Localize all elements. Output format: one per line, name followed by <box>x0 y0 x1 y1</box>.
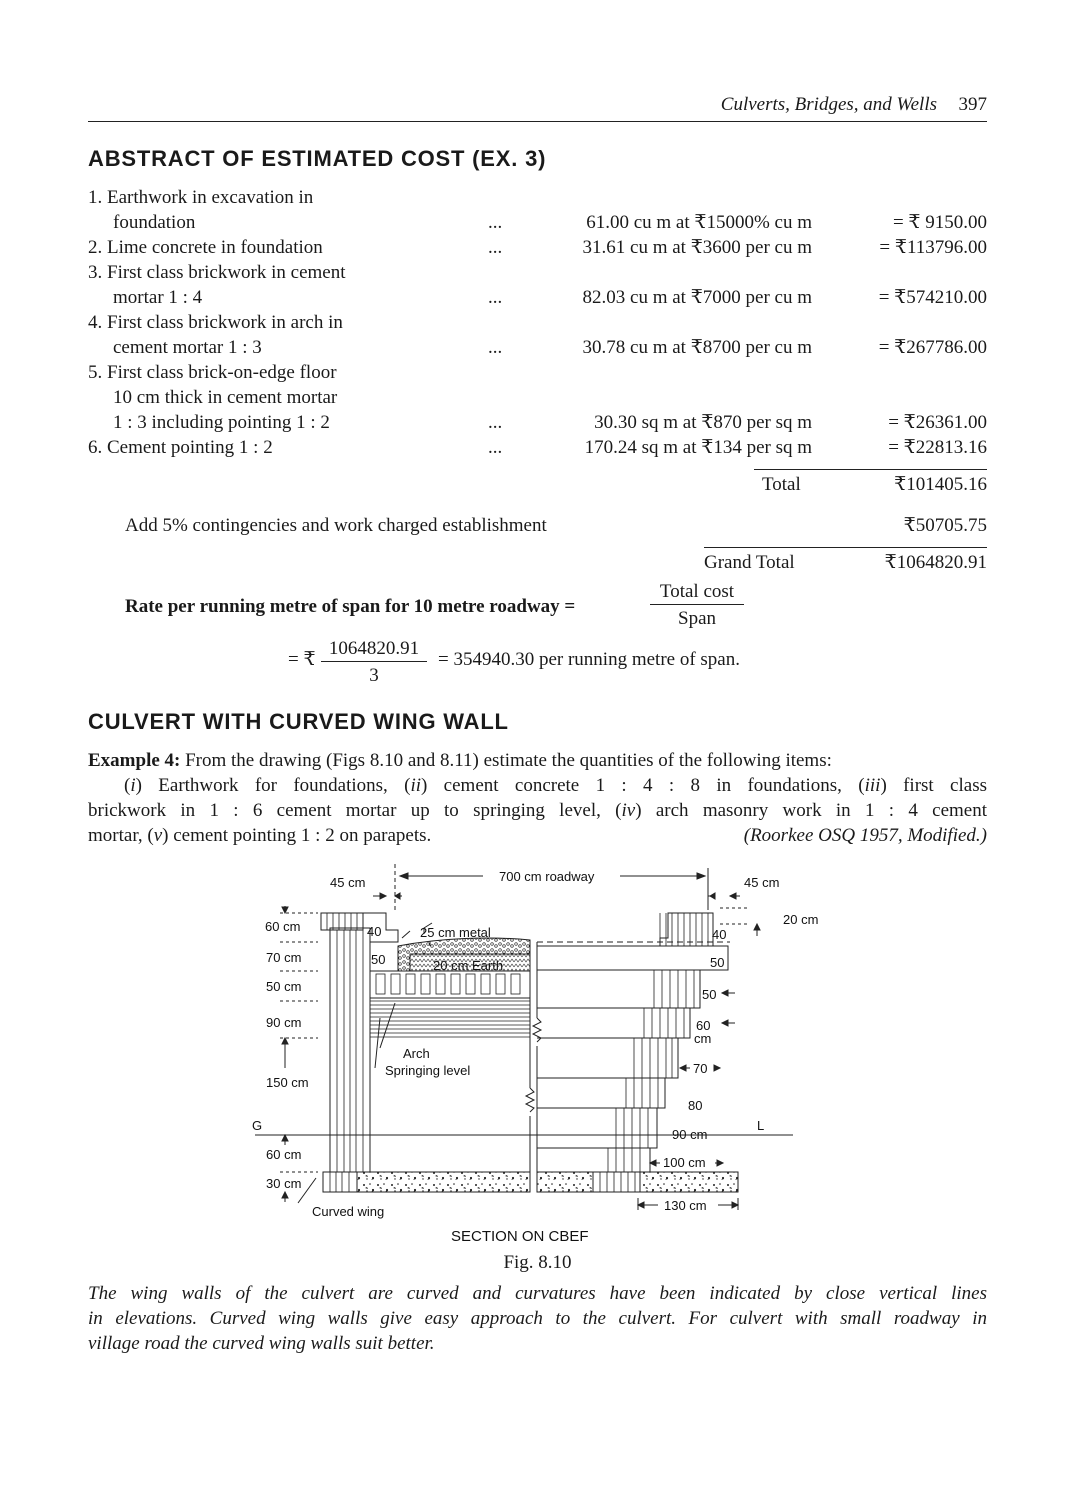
fig-label-r50a: 50 <box>710 955 725 970</box>
item-4-calc: 30.78 cu m at ₹8700 per cu m <box>582 337 812 358</box>
fig-label-arch: Arch <box>403 1046 430 1061</box>
closing-note-line-2: in elevations. Curved wing walls give easy approach to the culvert. For culvert with small roadway in <box>88 1308 987 1329</box>
item-4-dots: ... <box>488 337 503 358</box>
example-line-3: brickwork in 1 : 6 cement mortar up to springing level, (iv) arch masonry work in 1 : 4 cement <box>88 800 987 821</box>
rate-denominator: Span <box>678 608 716 629</box>
item-1-line2: foundation <box>113 212 196 233</box>
item-3-amount: = ₹574210.00 <box>878 287 987 308</box>
fig-label-r130: 130 cm <box>664 1198 707 1213</box>
fig-label-h70: 70 cm <box>266 950 302 965</box>
total-label: Total <box>762 474 801 495</box>
result-numerator: 1064820.91 <box>321 636 427 662</box>
item-3-calc: 82.03 cu m at ₹7000 per cu m <box>582 287 812 308</box>
item-5-amount: = ₹26361.00 <box>888 412 987 433</box>
example-line-4: mortar, (v) cement pointing 1 : 2 on parapets. (Roorkee OSQ 1957, Modified.) <box>88 825 987 846</box>
fig-label-r60-unit: cm <box>694 1031 712 1046</box>
item-5-line2: 10 cm thick in cement mortar <box>113 387 338 408</box>
fig-label-r70: 70 <box>693 1061 708 1076</box>
fig-label-curved-wing: Curved wing <box>312 1204 385 1219</box>
figure-caption: Fig. 8.10 <box>503 1252 572 1273</box>
item-1-line1: 1. Earthwork in excavation in <box>88 187 314 208</box>
fig-label-left-45: 45 cm <box>330 875 366 890</box>
fig-label-h60: 60 cm <box>265 919 301 934</box>
item-5-calc: 30.30 sq m at ₹870 per sq m <box>594 412 812 433</box>
fig-label-springing: Springing level <box>385 1063 471 1078</box>
grand-total-label: Grand Total <box>704 552 795 573</box>
contingency-value: ₹50705.75 <box>903 515 987 536</box>
closing-note-line-3: village road the curved wing walls suit better. <box>88 1333 435 1354</box>
total-rule <box>754 469 987 470</box>
fig-label-roadway: 700 cm roadway <box>499 869 595 884</box>
fig-label-L: L <box>757 1118 765 1133</box>
item-2-dots: ... <box>488 237 503 258</box>
item-5-line1: 5. First class brick-on-edge floor <box>88 362 337 383</box>
item-4-line1: 4. First class brickwork in arch in <box>88 312 343 333</box>
fig-label-d50: 50 <box>371 952 386 967</box>
result-prefix: = ₹ <box>288 649 316 670</box>
example-line-2: (i) Earthwork for foundations, (ii) cement concrete 1 : 4 : 8 in foundations, (iii) first class <box>124 775 987 796</box>
item-3-line1: 3. First class brickwork in cement <box>88 262 346 283</box>
rate-numerator: Total cost <box>650 579 744 605</box>
fig-label-r100: 100 cm <box>663 1155 706 1170</box>
fig-section-title: SECTION ON CBEF <box>451 1228 589 1245</box>
grand-total-value: ₹1064820.91 <box>884 552 987 573</box>
culvert-section-figure <box>250 858 819 1248</box>
fig-label-r80: 80 <box>688 1098 703 1113</box>
running-head <box>88 94 987 122</box>
page-number: 397 <box>958 94 987 115</box>
item-6-calc: 170.24 sq m at ₹134 per sq m <box>584 437 812 458</box>
item-3-dots: ... <box>488 287 503 308</box>
fig-label-h90: 90 cm <box>266 1015 302 1030</box>
item-2-line1: 2. Lime concrete in foundation <box>88 237 323 258</box>
item-6-amount: = ₹22813.16 <box>888 437 987 458</box>
total-value: ₹101405.16 <box>894 474 987 495</box>
example-label: Example 4: <box>88 750 181 771</box>
fig-label-metal: 25 cm metal <box>420 925 491 940</box>
item-6-dots: ... <box>488 437 503 458</box>
item-4-line2: cement mortar 1 : 3 <box>113 337 262 358</box>
item-3-line2: mortar 1 : 4 <box>113 287 203 308</box>
fig-label-right-20: 20 cm <box>783 912 819 927</box>
abstract-heading: ABSTRACT OF ESTIMATED COST (EX. 3) <box>88 146 547 171</box>
closing-note-line-1: The wing walls of the culvert are curved and curvatures have been indicated by close vertical lines <box>88 1283 987 1304</box>
item-1-calc: 61.00 cu m at ₹15000% cu m <box>586 212 812 233</box>
item-1-dots: ... <box>488 212 503 233</box>
fig-label-earth: 20 cm Earth <box>433 958 504 973</box>
result-fraction <box>321 636 427 689</box>
fig-label-right-45: 45 cm <box>744 875 780 890</box>
rate-fraction <box>650 579 744 632</box>
fig-label-h60b: 60 cm <box>266 1147 302 1162</box>
result-suffix: = 354940.30 per running metre of span. <box>438 649 740 670</box>
grand-total-rule <box>704 547 987 548</box>
item-6-line1: 6. Cement pointing 1 : 2 <box>88 437 273 458</box>
fig-label-d40: 40 <box>367 924 382 939</box>
source-citation: (Roorkee OSQ 1957, Modified.) <box>743 825 987 846</box>
fig-label-r90: 90 cm <box>672 1127 708 1142</box>
fig-label-h30: 30 cm <box>266 1176 302 1191</box>
fig-label-h50: 50 cm <box>266 979 302 994</box>
fig-label-r40: 40 <box>712 927 727 942</box>
item-2-amount: = ₹113796.00 <box>879 237 987 258</box>
item-1-amount: = ₹ 9150.00 <box>892 212 987 233</box>
item-2-calc: 31.61 cu m at ₹3600 per cu m <box>582 237 812 258</box>
rate-label: Rate per running metre of span for 10 metre roadway = <box>125 596 576 617</box>
fig-label-r60: 60 <box>696 1018 711 1033</box>
example-line-1 <box>88 748 987 773</box>
example-text: From the drawing (Figs 8.10 and 8.11) estimate the quantities of the following items: <box>185 750 832 771</box>
item-5-line3: 1 : 3 including pointing 1 : 2 <box>113 412 330 433</box>
fig-label-r50b: 50 <box>702 987 717 1002</box>
running-head-title: Culverts, Bridges, and Wells <box>720 94 937 115</box>
result-denominator: 3 <box>369 665 379 686</box>
contingency-label: Add 5% contingencies and work charged establishment <box>125 515 547 536</box>
fig-label-h150: 150 cm <box>266 1075 309 1090</box>
culvert-section-drawing <box>250 858 819 1248</box>
culvert-heading: CULVERT WITH CURVED WING WALL <box>88 709 509 734</box>
item-5-dots: ... <box>488 412 503 433</box>
item-4-amount: = ₹267786.00 <box>878 337 987 358</box>
fig-label-G: G <box>252 1118 263 1133</box>
